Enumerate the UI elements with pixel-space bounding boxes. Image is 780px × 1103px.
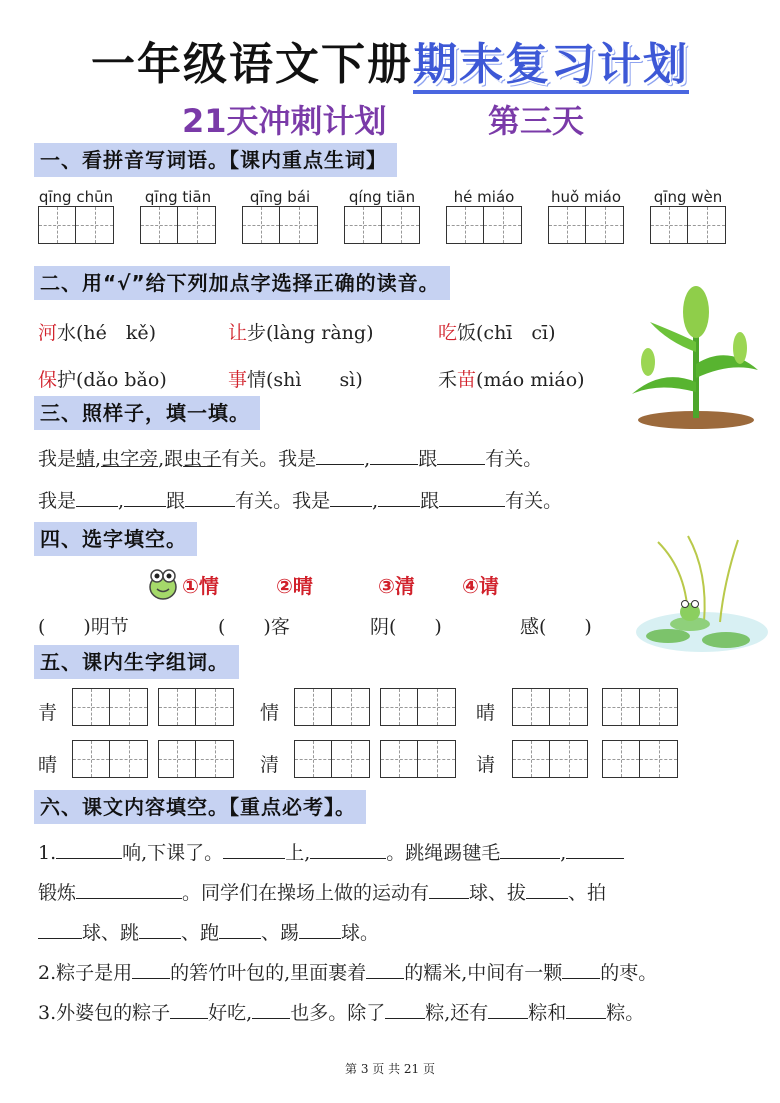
subtitle-plan: 21天冲刺计划 — [182, 102, 387, 140]
example-line — [38, 444, 542, 471]
answer-blank[interactable] — [370, 446, 418, 465]
dotted-char: 吃 — [438, 322, 458, 344]
writing-cell[interactable] — [602, 688, 640, 726]
fill-line — [38, 838, 624, 865]
fill-line — [38, 918, 379, 945]
section-1-heading: 一、看拼音写词语。【课内重点生词】 — [34, 143, 397, 177]
writing-cell[interactable] — [158, 688, 196, 726]
text: 粽和 — [528, 1002, 567, 1024]
writing-cell[interactable] — [550, 740, 588, 778]
pinyin-item — [446, 188, 522, 244]
text: 粽。 — [606, 1002, 645, 1024]
writing-cell[interactable] — [332, 688, 370, 726]
answer-blank[interactable] — [562, 960, 600, 979]
reading-options: 水(hé kě) — [57, 322, 157, 344]
section-2-heading: 二、用“√”给下列加点字选择正确的读音。 — [34, 266, 450, 300]
writing-cell[interactable] — [650, 206, 688, 244]
writing-cell[interactable] — [688, 206, 726, 244]
writing-cell[interactable] — [38, 206, 76, 244]
answer-blank[interactable] — [299, 920, 341, 939]
answer-blank[interactable] — [219, 920, 261, 939]
text: , — [118, 490, 125, 512]
reading-item[interactable] — [38, 318, 156, 345]
reading-options: 情(shì sì) — [247, 369, 363, 391]
writing-cell[interactable] — [72, 688, 110, 726]
writing-cell[interactable] — [512, 688, 550, 726]
pinyin-label: huǒ miáo — [550, 188, 622, 206]
answer-blank[interactable] — [439, 488, 505, 507]
text: 我是 — [38, 448, 77, 470]
writing-cell[interactable] — [380, 688, 418, 726]
answer-blank[interactable] — [132, 960, 170, 979]
writing-cell[interactable] — [550, 688, 588, 726]
pinyin-label: qíng tiān — [348, 188, 416, 206]
answer-blank[interactable] — [124, 488, 166, 507]
target-char: 青 — [38, 702, 58, 724]
option-3: ③清 — [378, 574, 415, 598]
frog-icon — [146, 563, 180, 603]
reading-item[interactable] — [438, 318, 556, 345]
pinyin-item — [38, 188, 114, 244]
writing-cell[interactable] — [418, 740, 456, 778]
writing-cell[interactable] — [178, 206, 216, 244]
section-3-heading: 三、照样子，填一填。 — [34, 396, 260, 430]
pinyin-item — [242, 188, 318, 244]
target-char: 情 — [260, 702, 280, 724]
fill-line — [38, 486, 562, 513]
pinyin-item — [140, 188, 216, 244]
answer-blank[interactable] — [139, 920, 181, 939]
fill-item[interactable]: 感( ) — [520, 616, 592, 638]
writing-cell[interactable] — [344, 206, 382, 244]
pinyin-item — [344, 188, 420, 244]
text: ,跟 — [158, 448, 184, 470]
text: 粽,还有 — [425, 1002, 489, 1024]
answer-blank[interactable] — [566, 1000, 606, 1019]
writing-cell[interactable] — [382, 206, 420, 244]
writing-cell[interactable] — [294, 688, 332, 726]
text: 有关。我是 — [235, 490, 331, 512]
writing-cell[interactable] — [294, 740, 332, 778]
text: 的糯米,中间有一颗 — [404, 962, 563, 984]
text: 、拍 — [568, 882, 607, 904]
wheat-sprout-illustration — [618, 282, 770, 432]
writing-cell[interactable] — [602, 740, 640, 778]
text: 有关。我是 — [221, 448, 317, 470]
reading-item[interactable] — [38, 365, 167, 392]
writing-cell[interactable] — [72, 740, 110, 778]
page-number: 第 3 页 共 21 页 — [345, 1062, 435, 1076]
writing-cell[interactable] — [418, 688, 456, 726]
dotted-char: 苗 — [457, 369, 477, 391]
example-char: 蜻 — [76, 448, 96, 470]
writing-cell[interactable] — [332, 740, 370, 778]
answer-blank[interactable] — [488, 1000, 528, 1019]
answer-blank[interactable] — [185, 488, 235, 507]
writing-cell[interactable] — [196, 688, 234, 726]
writing-cell[interactable] — [484, 206, 522, 244]
text: 跟 — [420, 490, 440, 512]
reading-item[interactable] — [438, 365, 585, 392]
answer-blank[interactable] — [437, 446, 485, 465]
pinyin-label: qīng wèn — [653, 188, 723, 206]
answer-blank[interactable] — [38, 920, 82, 939]
answer-blank[interactable] — [429, 880, 469, 899]
text: 。跳绳踢毽毛 — [386, 842, 501, 864]
reading-options: 护(dǎo bǎo) — [57, 369, 167, 391]
reading-options: (máo miáo) — [476, 369, 585, 391]
dotted-char: 让 — [228, 322, 248, 344]
text: 跟 — [418, 448, 438, 470]
text: 3.外婆包的粽子 — [38, 1002, 171, 1024]
text: , — [560, 842, 567, 864]
writing-cell[interactable] — [446, 206, 484, 244]
answer-blank[interactable] — [330, 488, 372, 507]
text: , — [364, 448, 371, 470]
text: 、跑 — [181, 922, 220, 944]
answer-blank[interactable] — [170, 1000, 208, 1019]
writing-cell[interactable] — [380, 740, 418, 778]
answer-blank[interactable] — [366, 960, 404, 979]
option-2: ②晴 — [276, 574, 313, 598]
target-char: 清 — [260, 754, 280, 776]
text: 1. — [38, 842, 57, 864]
writing-cell[interactable] — [242, 206, 280, 244]
dotted-char: 事 — [228, 369, 248, 391]
writing-cell[interactable] — [640, 740, 678, 778]
writing-cell[interactable] — [158, 740, 196, 778]
section-6-heading: 六、课文内容填空。【重点必考】。 — [34, 790, 366, 824]
text: 我是 — [38, 490, 77, 512]
writing-cell[interactable] — [512, 740, 550, 778]
section-5-heading: 五、课内生字组词。 — [34, 645, 239, 679]
text: 上, — [285, 842, 311, 864]
reading-item[interactable] — [228, 365, 363, 392]
fill-line — [38, 878, 606, 905]
text: 的箬竹叶包的,里面裹着 — [170, 962, 367, 984]
text: 有关。 — [485, 448, 543, 470]
example-meaning: 虫子 — [183, 448, 222, 470]
fill-item[interactable]: ( )客 — [218, 616, 290, 638]
text: 也多。除了 — [290, 1002, 386, 1024]
writing-cell[interactable] — [110, 688, 148, 726]
pinyin-label: hé miáo — [453, 188, 515, 206]
section-4-heading: 四、选字填空。 — [34, 522, 197, 556]
fill-line — [38, 998, 644, 1025]
text: 有关。 — [505, 490, 563, 512]
writing-cell[interactable] — [280, 206, 318, 244]
writing-cell[interactable] — [110, 740, 148, 778]
writing-cell[interactable] — [76, 206, 114, 244]
answer-blank[interactable] — [310, 840, 386, 859]
fill-line — [38, 958, 657, 985]
dotted-char: 保 — [38, 369, 58, 391]
text: 锻炼 — [38, 882, 77, 904]
text: 球、跳 — [82, 922, 140, 944]
dotted-char: 河 — [38, 322, 58, 344]
option-1: ①情 — [182, 574, 219, 598]
subtitle-day: 第三天 — [488, 102, 585, 140]
answer-blank[interactable] — [252, 1000, 290, 1019]
page-title — [0, 28, 780, 92]
pinyin-item — [650, 188, 726, 244]
answer-blank[interactable] — [223, 840, 285, 859]
target-char: 晴 — [38, 754, 58, 776]
answer-blank[interactable] — [316, 446, 364, 465]
target-char: 晴 — [476, 702, 496, 724]
text: 球。 — [341, 922, 380, 944]
target-char: 请 — [476, 754, 496, 776]
fill-item[interactable]: 阴( ) — [370, 616, 442, 638]
title-highlight: 期末复习计划 — [413, 39, 689, 94]
fill-item[interactable]: ( )明节 — [38, 616, 129, 638]
example-radical: 虫字旁 — [101, 448, 159, 470]
plain-char: 禾 — [438, 369, 458, 391]
option-4: ④请 — [462, 574, 499, 598]
writing-cell[interactable] — [548, 206, 586, 244]
pond-frog-illustration — [628, 532, 776, 658]
text: 好吃, — [208, 1002, 253, 1024]
writing-cell[interactable] — [140, 206, 178, 244]
answer-blank[interactable] — [500, 840, 560, 859]
text: 2.粽子是用 — [38, 962, 133, 984]
text: 的枣。 — [600, 962, 658, 984]
text: 跟 — [166, 490, 186, 512]
writing-cell[interactable] — [196, 740, 234, 778]
answer-blank[interactable] — [526, 880, 568, 899]
answer-blank[interactable] — [56, 840, 122, 859]
text: 。同学们在操场上做的运动有 — [182, 882, 430, 904]
text: 、踢 — [261, 922, 300, 944]
pinyin-label: qīng bái — [249, 188, 311, 206]
answer-blank[interactable] — [378, 488, 420, 507]
answer-blank[interactable] — [76, 488, 118, 507]
title-main: 一年级语文下册 — [91, 39, 413, 90]
text: 响,下课了。 — [122, 842, 224, 864]
text: 球、拔 — [469, 882, 527, 904]
answer-blank[interactable] — [566, 840, 624, 859]
reading-options: 步(làng ràng) — [247, 322, 374, 344]
answer-blank[interactable] — [385, 1000, 425, 1019]
pinyin-label: qīng chūn — [38, 188, 114, 206]
text: , — [372, 490, 379, 512]
writing-cell[interactable] — [640, 688, 678, 726]
answer-blank[interactable] — [76, 880, 182, 899]
text: , — [95, 448, 102, 470]
pinyin-item — [548, 188, 624, 244]
reading-options: 饭(chī cī) — [457, 322, 556, 344]
reading-item[interactable] — [228, 318, 374, 345]
pinyin-label: qīng tiān — [144, 188, 212, 206]
writing-cell[interactable] — [586, 206, 624, 244]
